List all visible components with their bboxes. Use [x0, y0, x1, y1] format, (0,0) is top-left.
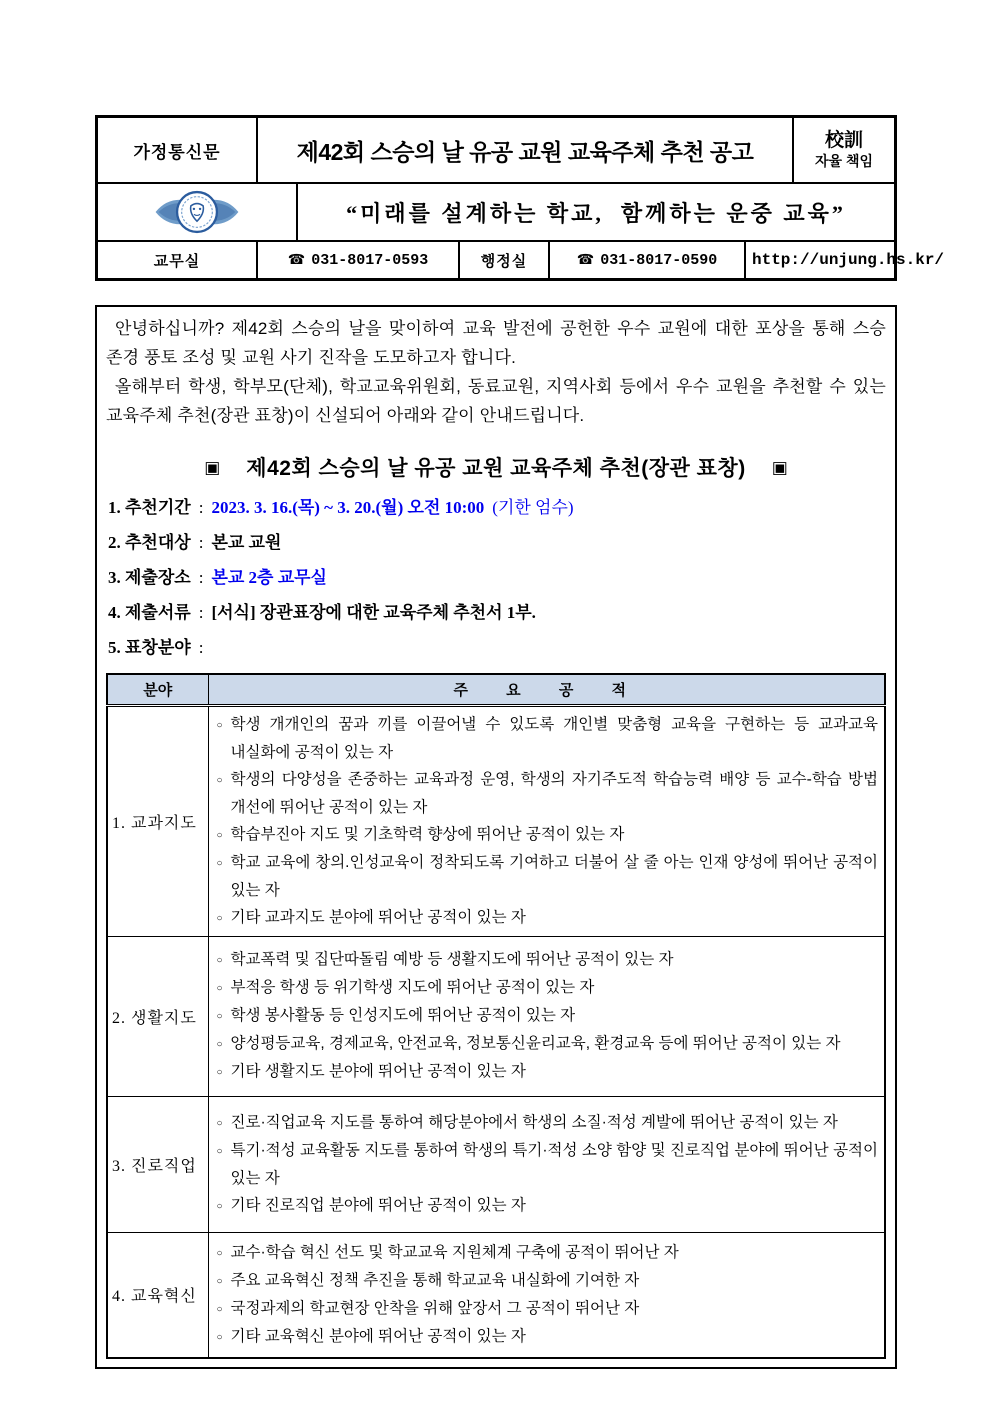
item-label: 4. 제출서류	[108, 603, 191, 622]
notice-body	[95, 305, 897, 1369]
bullet-icon: ○	[216, 1039, 223, 1050]
merits-cell	[208, 1096, 885, 1232]
website-link[interactable]: http://unjung.hs.kr/	[744, 242, 950, 278]
bullet-icon: ○	[216, 1200, 223, 1212]
list-item-period: 1. 추천기간 : 2023. 3. 16.(목) ~ 3. 20.(월) 오전 10:00 (기한 엄수)	[108, 498, 574, 517]
merit-item: ○ 기타 교육혁신 분야에 뛰어난 공적이 있는 자	[217, 1323, 879, 1351]
section-heading	[106, 452, 886, 482]
bullet-icon: ○	[216, 1067, 223, 1078]
list-item-fields: 5. 표창분야 :	[108, 638, 204, 657]
table-header-category: 분야	[107, 674, 208, 705]
table-row	[107, 705, 885, 936]
award-fields-table	[106, 673, 886, 1359]
masthead-contact-row	[98, 242, 945, 278]
contact-admin-phone	[548, 242, 744, 278]
category-cell: 4. 교육혁신	[107, 1232, 208, 1358]
doc-type-label: 가정통신문	[133, 142, 221, 162]
bullet-icon: ○	[216, 983, 223, 994]
phone-number: 031-8017-0593	[311, 251, 429, 269]
contact-office-phone	[256, 242, 458, 278]
bullet-icon: ○	[216, 857, 223, 869]
item-label: 5. 표창분야	[108, 638, 191, 657]
school-emblem-icon	[98, 184, 296, 240]
bullet-icon: ○	[216, 1331, 223, 1343]
bullet-icon: ○	[216, 1303, 223, 1315]
intro-paragraph-2: 올해부터 학생, 학부모(단체), 학교교육위원회, 동료교원, 지역사회 등에서 우수 교원을 추천할 수 있는 교육주체 추천(장관 표창)이 신설되어 아래와 같이 안내드립니다.	[106, 377, 886, 425]
item-value: [서식] 장관표장에 대한 교육주체 추천서 1부.	[211, 603, 536, 622]
list-item-place: 3. 제출장소 : 본교 2층 교무실	[108, 568, 327, 587]
bullet-icon: ○	[216, 719, 223, 731]
merits-cell	[208, 705, 885, 936]
masthead-slogan-row	[98, 184, 894, 242]
school-motto	[792, 118, 894, 182]
phone-icon: ☎	[576, 252, 595, 268]
bullet-icon: ○	[216, 774, 223, 786]
school-slogan: “미래를 설계하는 학교, 함께하는 운중 교육”	[296, 184, 894, 240]
section-marker-icon: ▣	[204, 457, 221, 477]
table-row	[107, 1096, 885, 1232]
item-note: (기한 엄수)	[492, 498, 574, 517]
bullet-icon: ○	[216, 1275, 223, 1287]
bullet-icon: ○	[216, 1145, 223, 1157]
merit-item: ○ 기타 진로직업 분야에 뛰어난 공적이 있는 자	[217, 1192, 879, 1220]
list-item-target: 2. 추천대상 : 본교 교원	[108, 533, 282, 552]
merit-item: ○ 주요 교육혁신 정책 추진을 통해 학교교육 내실화에 기여한 자	[217, 1267, 879, 1295]
merit-item: ○ 학교 교육에 창의.인성교육이 정착되도록 기여하고 더불어 살 줄 아는 인재 양성에 뛰어난 공적이 있는 자	[217, 849, 879, 904]
contact-admin-label: 행정실	[458, 242, 548, 278]
category-cell: 1. 교과지도	[107, 705, 208, 936]
merit-item: ○ 부적응 학생 등 위기학생 지도에 뛰어난 공적이 있는 자	[217, 974, 879, 1002]
masthead	[95, 115, 945, 281]
phone-number: 031-8017-0590	[600, 251, 718, 269]
table-row	[107, 1232, 885, 1358]
contact-office-label: 교무실	[153, 252, 201, 270]
merits-cell	[208, 936, 885, 1096]
table-row	[107, 936, 885, 1096]
table-header-merits: 주 요 공 적	[208, 674, 885, 705]
merit-item: ○ 학생 봉사활동 등 인성지도에 뛰어난 공적이 있는 자	[217, 1002, 879, 1030]
item-label: 2. 추천대상	[108, 533, 191, 552]
merit-item: ○ 학교폭력 및 집단따돌림 예방 등 생활지도에 뛰어난 공적이 있는 자	[217, 946, 879, 974]
merit-item: ○ 교수·학습 혁신 선도 및 학교교육 지원체계 구축에 공적이 뛰어난 자	[217, 1239, 879, 1267]
bullet-icon: ○	[216, 955, 223, 966]
item-label: 1. 추천기간	[108, 498, 191, 517]
merit-item: ○ 기타 생활지도 분야에 뛰어난 공적이 있는 자	[217, 1058, 879, 1086]
motto-text: 자율 책임	[815, 153, 873, 170]
notice-title: 제42회 스승의 날 유공 교원 교육주체 추천 공고	[256, 118, 792, 182]
list-item-documents: 4. 제출서류 : [서식] 장관표장에 대한 교육주체 추천서 1부.	[108, 603, 536, 622]
bullet-icon: ○	[216, 1117, 223, 1129]
item-value: 본교 2층 교무실	[211, 568, 327, 587]
table-header-row	[107, 674, 885, 705]
merit-item: ○ 학습부진아 지도 및 기초학력 향상에 뛰어난 공적이 있는 자	[217, 821, 879, 849]
section-marker-icon: ▣	[771, 457, 788, 477]
bullet-icon: ○	[216, 1247, 223, 1259]
merit-item: ○ 학생의 다양성을 존중하는 교육과정 운영, 학생의 자기주도적 학습능력 배양 등 교수-학습 방법 개선에 뛰어난 공적이 있는 자	[217, 766, 879, 821]
bullet-icon: ○	[216, 829, 223, 841]
merit-item: ○ 국정과제의 학교현장 안착을 위해 앞장서 그 공적이 뛰어난 자	[217, 1295, 879, 1323]
merit-item: ○ 기타 교과지도 분야에 뛰어난 공적이 있는 자	[217, 904, 879, 932]
info-list	[108, 498, 886, 658]
item-label: 3. 제출장소	[108, 568, 191, 587]
category-cell: 2. 생활지도	[107, 936, 208, 1096]
category-cell: 3. 진로직업	[107, 1096, 208, 1232]
bullet-icon: ○	[216, 912, 223, 924]
item-value: 2023. 3. 16.(목) ~ 3. 20.(월) 오전 10:00	[211, 498, 485, 517]
intro-paragraph-1: 안녕하십니까? 제42회 스승의 날을 맞이하여 교육 발전에 공헌한 우수 교원에 대한 포상을 통해 스승 존경 풍토 조성 및 교원 사기 진작을 도모하고자 합니다.	[106, 319, 886, 367]
merits-cell	[208, 1232, 885, 1358]
item-value: 본교 교원	[211, 533, 282, 552]
masthead-title-row	[98, 118, 894, 184]
phone-icon: ☎	[287, 252, 306, 268]
bullet-icon: ○	[216, 1011, 223, 1022]
section-title: 제42회 스승의 날 유공 교원 교육주체 추천(장관 표창)	[246, 457, 746, 480]
merit-item: ○ 특기·적성 교육활동 지도를 통하여 학생의 특기·적성 소양 함양 및 진로직업 분야에 뛰어난 공적이 있는 자	[217, 1137, 879, 1192]
merit-item: ○ 양성평등교육, 경제교육, 안전교육, 정보통신윤리교육, 환경교육 등에 뛰어난 공적이 있는 자	[217, 1030, 879, 1058]
motto-title: 校訓	[824, 130, 863, 152]
merit-item: ○ 진로·직업교육 지도를 통하여 해당분야에서 학생의 소질·적성 계발에 뛰어난 공적이 있는 자	[217, 1109, 879, 1137]
merit-item: ○ 학생 개개인의 꿈과 끼를 이끌어낼 수 있도록 개인별 맞춤형 교육을 구현하는 등 교과교육 내실화에 공적이 있는 자	[217, 711, 879, 766]
